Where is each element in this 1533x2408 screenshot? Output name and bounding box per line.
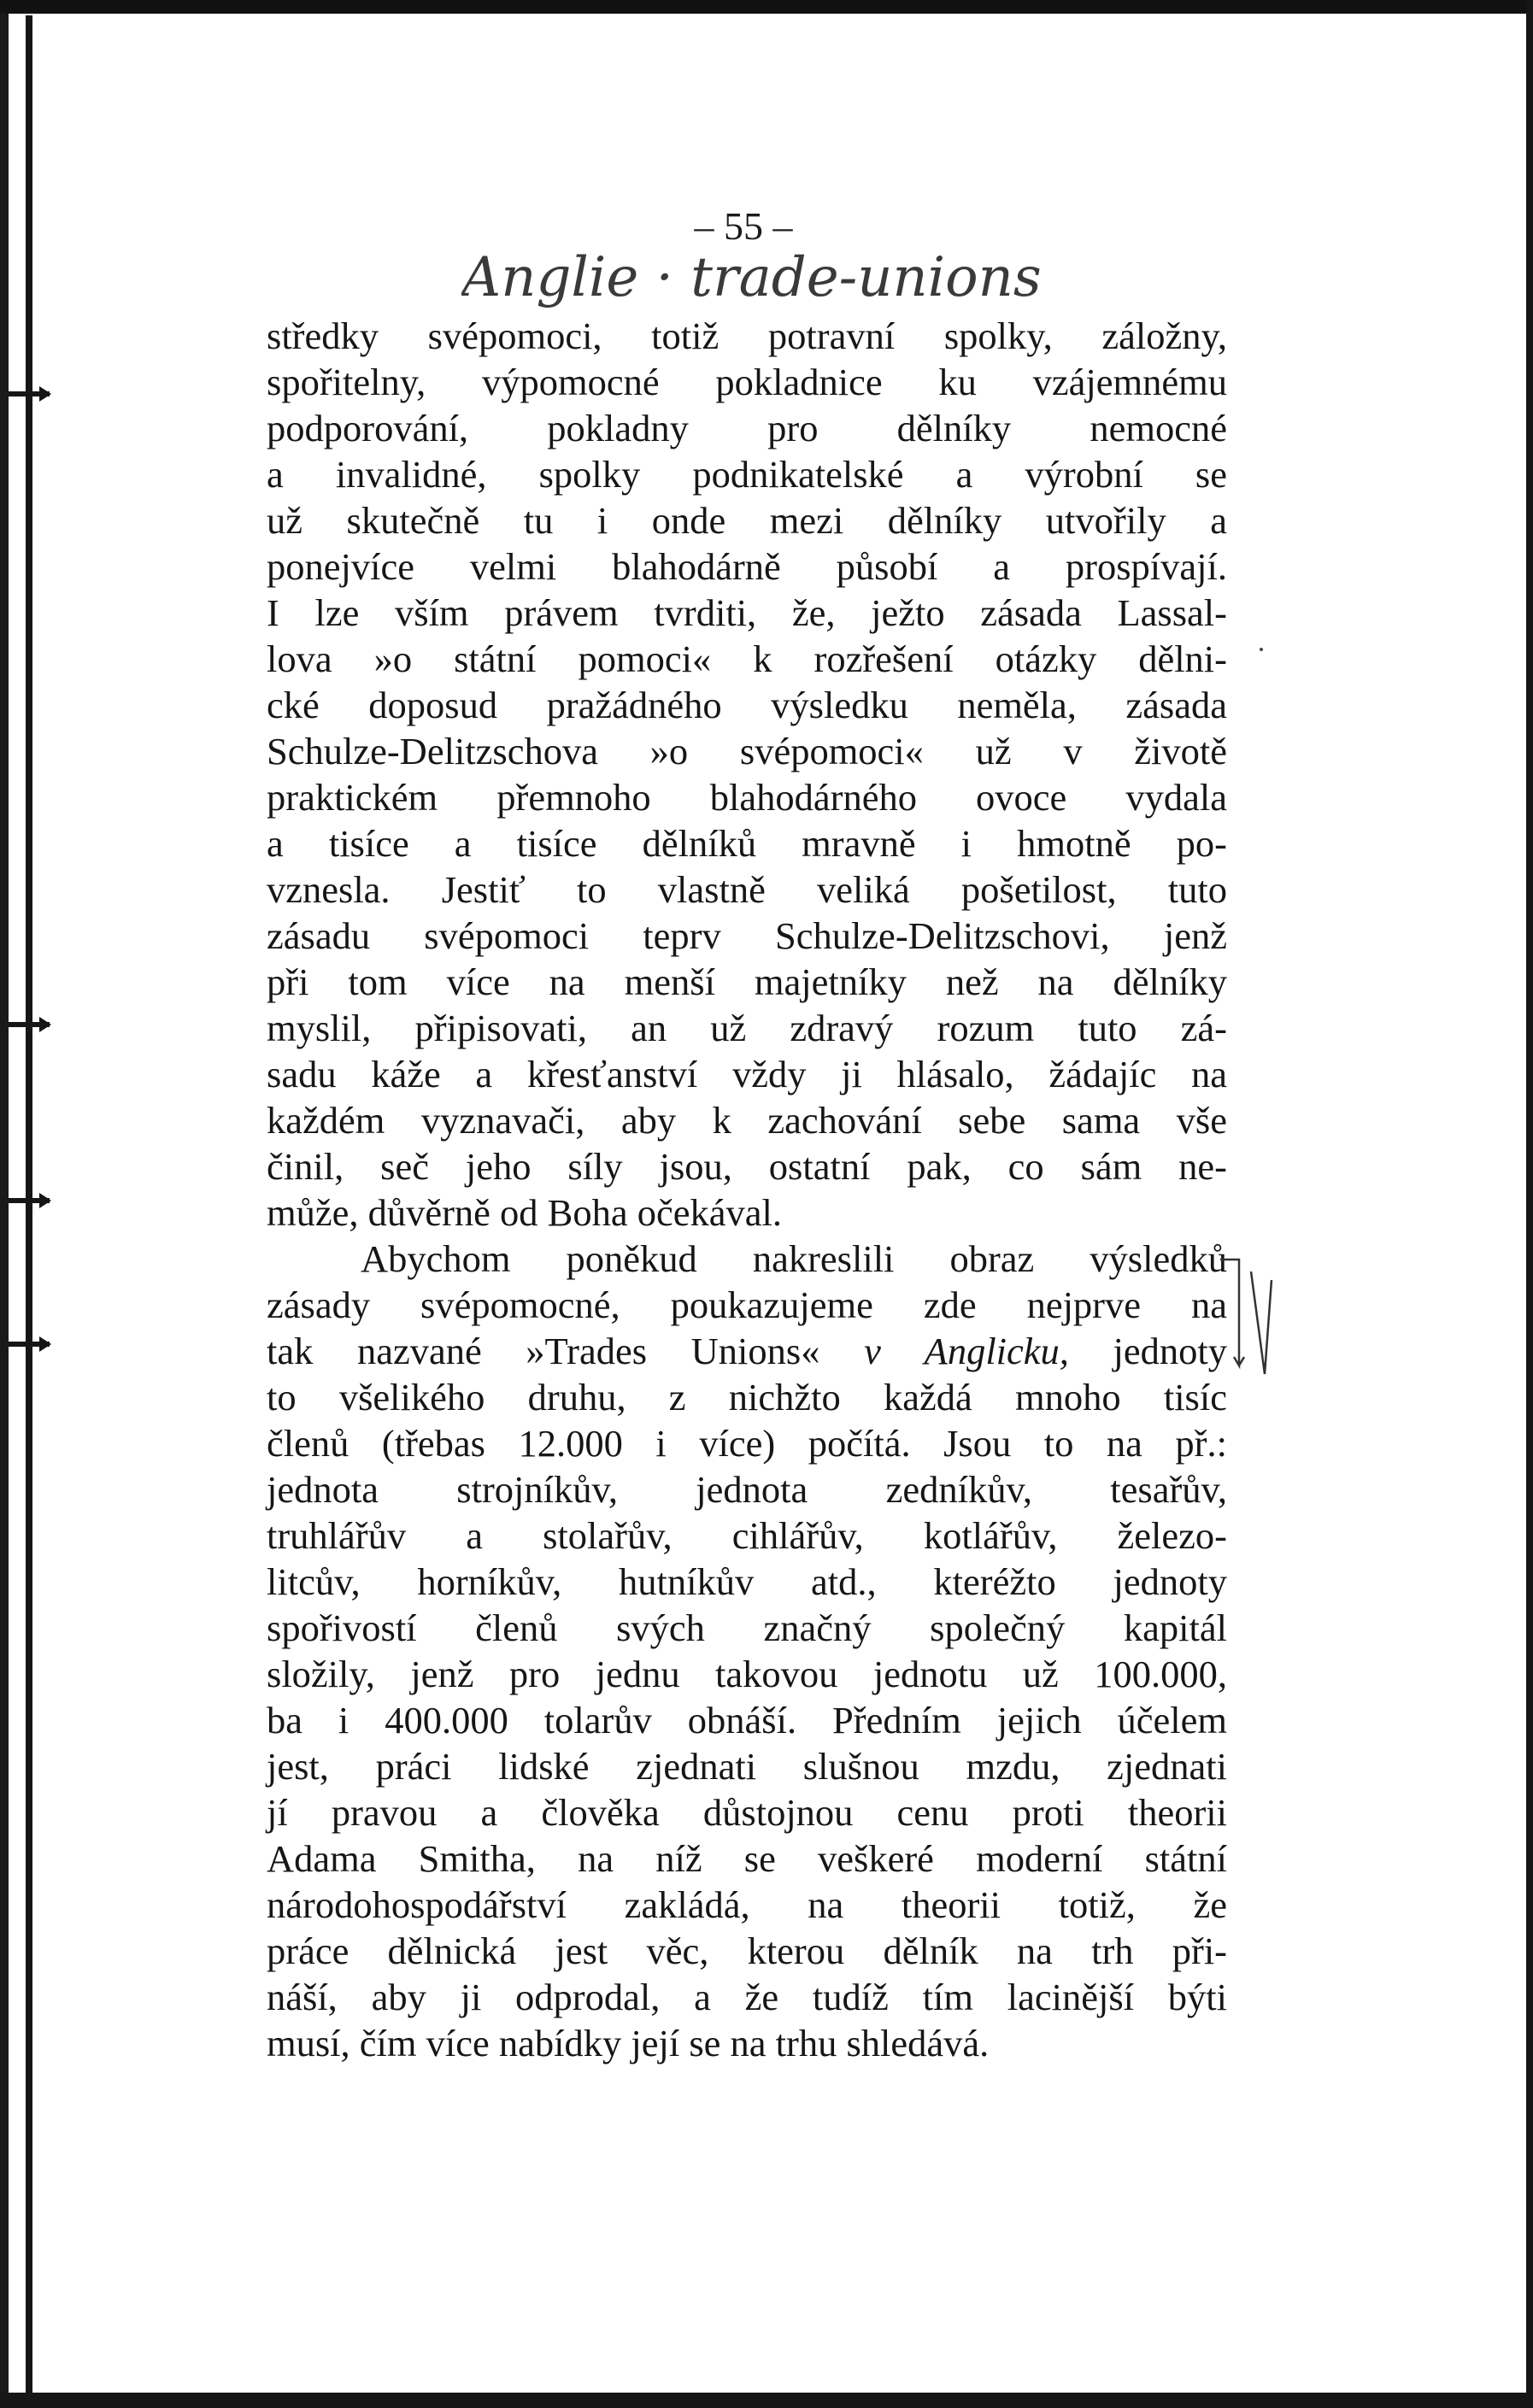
pencil-margin-bracket <box>1217 1254 1277 1383</box>
binding-tick-mark <box>9 1342 50 1347</box>
text-line: Abychom poněkud nakreslili obraz výsledků <box>361 1237 1227 1280</box>
text-line: podporování, pokladny pro dělníky nemocné <box>267 407 1227 449</box>
text-line: může, důvěrně od Boha očekával. <box>267 1191 782 1234</box>
italic-place-name: v Anglicku, <box>864 1330 1069 1372</box>
paragraph-1 <box>267 313 1227 1236</box>
page-body-text <box>267 313 1227 2066</box>
text-line: při tom více na menší majetníky než na dělníky <box>267 960 1227 1003</box>
binding-tick-mark <box>9 1198 50 1203</box>
text-line: národohospodářství zakládá, na theorii totiž, že <box>267 1883 1227 1926</box>
paragraph-2 <box>267 1236 1227 2066</box>
text-line: musí, čím více nabídky její se na trhu shledává. <box>267 2022 990 2064</box>
text-line: praktickém přemnoho blahodárného ovoce vydala <box>267 776 1227 819</box>
text-line: cké doposud pražádného výsledku neměla, zásada <box>267 684 1227 726</box>
text-line: složily, jenž pro jednu takovou jednotu už 100.000, <box>267 1653 1227 1695</box>
page-number: – 55 – <box>694 204 793 248</box>
text-segment: jednoty <box>1113 1330 1228 1372</box>
text-line: každém vyznavači, aby k zachování sebe sama vše <box>267 1099 1227 1142</box>
text-line: truhlářův a stolařův, cihlářův, kotlářův, železo- <box>267 1514 1227 1557</box>
scan-border-left-outer <box>0 0 9 2408</box>
text-line: ponejvíce velmi blahodárně působí a prospívají. <box>267 545 1227 588</box>
text-line: členů (třebas 12.000 i více) počítá. Jsou to na př.: <box>267 1422 1227 1465</box>
text-line: Schulze-Delitzschova »o svépomoci« už v životě <box>267 730 1227 772</box>
text-line: Adama Smitha, na níž se veškeré moderní státní <box>267 1837 1227 1880</box>
text-line: ba i 400.000 tolarův obnáší. Předním jejich účelem <box>267 1699 1227 1741</box>
text-line: práce dělnická jest věc, kterou dělník na trh při- <box>267 1929 1227 1972</box>
scan-border-right <box>1526 0 1533 2408</box>
text-segment: tak nazvané »Trades Unions« <box>267 1330 820 1372</box>
text-line: to všelikého druhu, z nichžto každá mnoho tisíc <box>267 1376 1227 1418</box>
handwritten-annotation-text: Anglie · trade-unions <box>461 246 1042 309</box>
text-line: už skutečně tu i onde mezi dělníky utvořily a <box>267 499 1227 542</box>
text-line: zásadu svépomoci teprv Schulze-Delitzschovi, jenž <box>267 914 1227 957</box>
text-line: jednota strojníkův, jednota zedníkův, tesařův, <box>267 1468 1227 1511</box>
text-line: spořivostí členů svých značný společný kapitál <box>267 1606 1227 1649</box>
text-line: litcův, horníkův, hutníkův atd., kteréžto jednoty <box>267 1560 1227 1603</box>
text-line: jest, práci lidské zjednati slušnou mzdu, zjednati <box>267 1745 1227 1788</box>
text-line: náší, aby ji odprodal, a že tudíž tím lacinější býti <box>267 1976 1227 2018</box>
text-line: sadu káže a křesťanství vždy ji hlásalo, žádajíc na <box>267 1053 1227 1095</box>
binding-tick-mark <box>9 391 50 396</box>
text-line: činil, seč jeho síly jsou, ostatní pak, co sám ne- <box>267 1145 1227 1188</box>
text-line: I lze vším právem tvrditi, že, ježto zásada Lassal- <box>267 591 1227 634</box>
scan-border-left <box>26 15 32 2399</box>
text-line: jí pravou a člověka důstojnou cenu proti theorii <box>267 1791 1227 1834</box>
text-line: středky svépomoci, totiž potravní spolky, záložny, <box>267 314 1227 357</box>
text-line: zásady svépomocné, poukazujeme zde nejprve na <box>267 1283 1227 1326</box>
scan-border-top <box>0 0 1533 14</box>
text-line: lova »o státní pomoci« k rozřešení otázky dělni- <box>267 637 1227 680</box>
text-line: myslil, připisovati, an už zdravý rozum tuto zá- <box>267 1007 1227 1049</box>
text-line-with-italic <box>267 1328 1227 1374</box>
handwritten-annotation <box>461 243 1162 311</box>
text-line: a invalidné, spolky podnikatelské a výrobní se <box>267 453 1227 496</box>
scan-border-bottom <box>0 2393 1533 2408</box>
text-line: vznesla. Jestiť to vlastně veliká pošetilost, tuto <box>267 868 1227 911</box>
binding-tick-mark <box>9 1022 50 1027</box>
text-line: a tisíce a tisíce dělníků mravně i hmotně po- <box>267 822 1227 865</box>
margin-speck <box>1260 648 1263 651</box>
text-line: spořitelny, výpomocné pokladnice ku vzájemnému <box>267 361 1227 403</box>
